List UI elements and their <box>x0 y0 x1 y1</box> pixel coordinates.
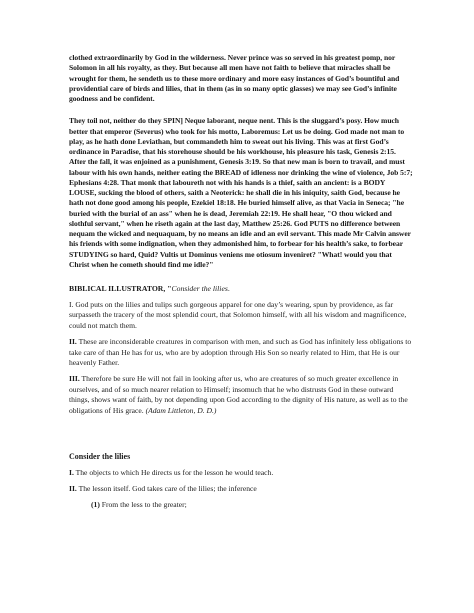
outline-item-1-text: The objects to which He directs us for the lesson he would teach. <box>73 468 274 478</box>
point-2-numeral: II. <box>69 337 77 347</box>
commentary-paragraph-1: clothed extraordinarily by God in the wilderness. Never prince was so served in his greatest pomp, nor Solomon in all his royalty, as they. But because all men have not faith to believe that miracles shall be wrought for them, he sendeth us to these more ordinary and more easy instances of God’s bountiful and providential care of birds and lilies, that in them (as in so many optic glasses) we may see God’s infinite goodness and be confident. <box>69 53 400 103</box>
point-3-text: Therefore be sure He will not fail in looking after us, who are creatures of so much greater excellence in ourselves, and of so much nearer relation to Himself; insomuch that he who distrusts God in these outward things, shows want of faith, by not depending upon God according to the dignity of His nature, as well as to the obligations of His grace. <box>69 374 408 415</box>
outline-subitem-1-text: From the less to the greater; <box>99 500 187 510</box>
point-3-numeral: III. <box>69 374 80 384</box>
outline-item-2-numeral: II. <box>69 484 77 494</box>
illustrator-heading <box>69 284 414 294</box>
outline-subitem-1-numeral: (1) <box>91 500 100 510</box>
illustrator-point-2 <box>69 337 414 368</box>
attribution: (Adam Littleton, D. D.) <box>145 405 217 415</box>
outline-item-2-text: The lesson itself. God takes care of the lilies; the inference <box>76 484 257 494</box>
illustrator-point-3 <box>69 374 414 416</box>
illustrator-reference: Consider the lilies <box>171 284 228 293</box>
outline-item-1-numeral: I. <box>69 468 74 478</box>
page-content <box>69 53 414 510</box>
point-1-text: I. God puts on the lilies and tulips such gorgeous apparel for one day’s wearing, spun by providence, as far surpasseth the tracery of the most splendid court, that Solomon himself, with all his wisdom and magnificence, could not match them. <box>69 300 407 330</box>
point-2-text: These are inconsiderable creatures in comparison with men, and such as God has infinitely less obligations to take care of than He has for us, who are by adoption through His Son so nearly related to Him, that He is our heavenly Father. <box>69 337 412 368</box>
outline-subitem-1 <box>69 500 414 510</box>
illustrator-label: BIBLICAL ILLUSTRATOR, " <box>69 284 172 293</box>
illustrator-end: . <box>227 284 230 293</box>
outline-item-2 <box>69 484 414 494</box>
commentary-paragraph-2: They toil not, neither do they SPIN] Neque laborant, neque nent. This is the sluggard’s posy. How much better that emperor (Severus) who took for his motto, Laboremus: Let us be doing. God made not man to play, as he hath done Leviathan, but commandeth him to sweat out his living. This was at first God’s ordinance in Paradise, that his storehouse should be his workhouse, his pleasure his task, Genesis 2:15. After the fall, it was enjoined as a punishment, Genesis 3:19. So that new man is born to travail, and must labour with his own hands, neither eating the BREAD of idleness nor drinking the wine of violence, Job 5:7; Ephesians 4:28. That monk that laboureth not with his hands is a thief, saith an ancient: is a BODY LOUSE, sucking the blood of others, saith a Neoterick: he shall die in his iniquity, saith God, because he hath not done good among his people, Ezekiel 18:18. He buried himself alive, as that Vacia in Seneca; "he buried with the burial of an ass" when he is dead, Jeremiah 22:19. He shall hear, "O thou wicked and slothful servant," when he riseth again at the last day, Matthew 25:26. God PUTS no difference between nequam the wicked and nequaquam, by no means an idle and an evil servant. This made Mr Calvin answer his friends with some indignation, when they admonished him, to forbear for his health’s sake, to forbear STUDYING so hard, Quid? Vultis ut Dominus veniens me otiosum inveniret? "What! would you that Christ when he cometh should find me idle?" <box>69 116 413 269</box>
section-title: Consider the lilies <box>69 452 131 462</box>
illustrator-point-1 <box>69 300 414 331</box>
outline-item-1 <box>69 468 414 478</box>
